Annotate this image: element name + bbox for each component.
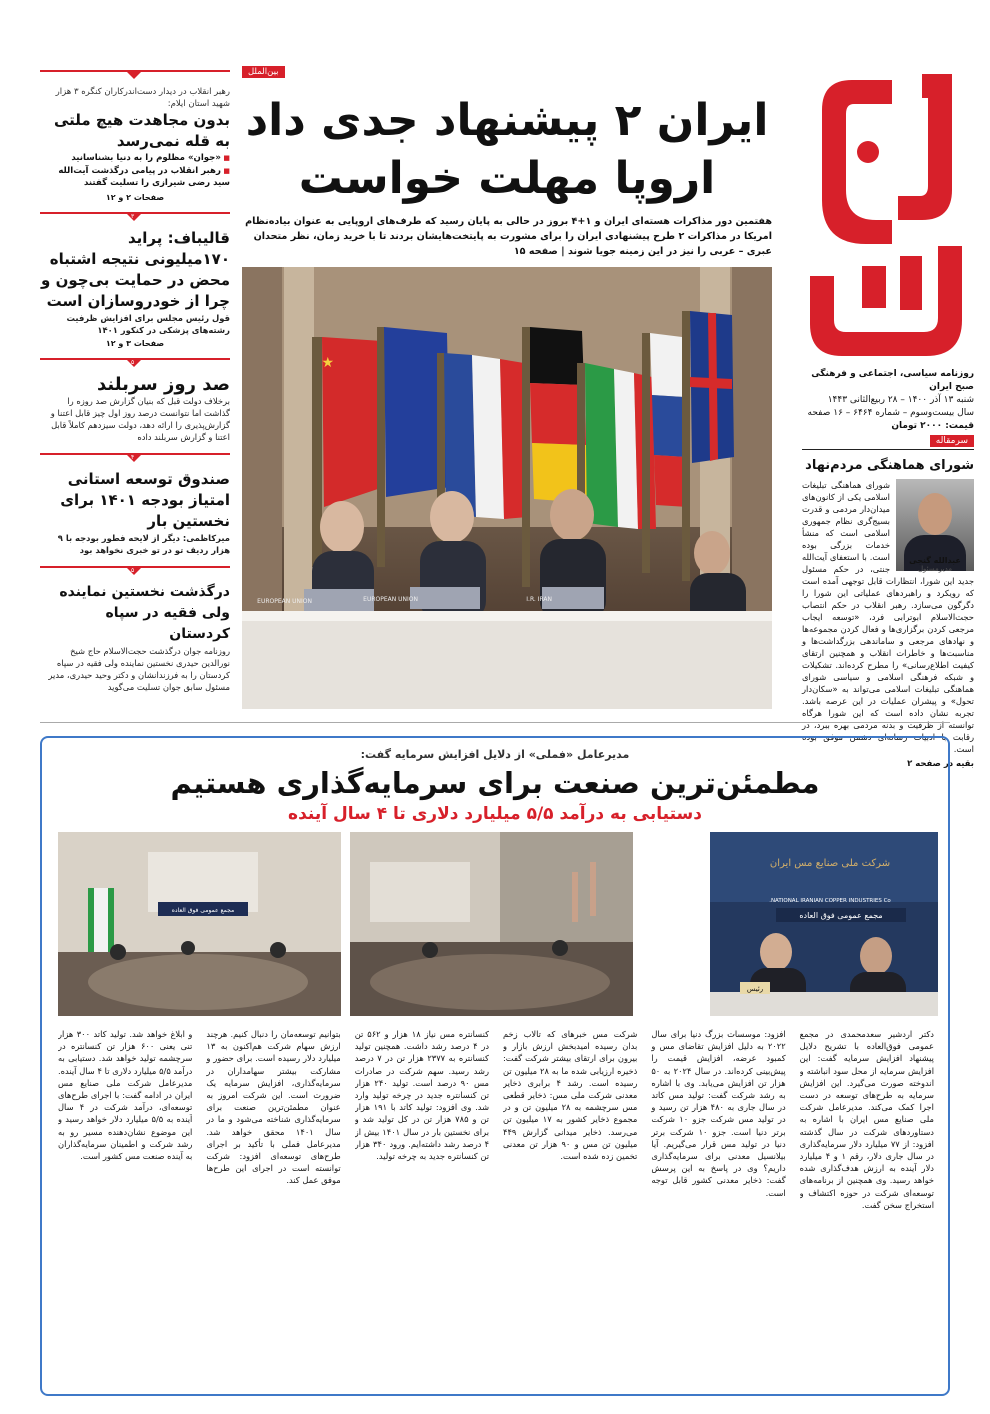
sidebar-item-budget[interactable] <box>40 453 230 556</box>
nameplate-1: EUROPEAN UNION <box>257 598 312 605</box>
sidebar-item-leader[interactable] <box>40 70 230 202</box>
masthead <box>802 70 974 433</box>
sidebar-item-100days[interactable] <box>40 358 230 443</box>
meeting-photo-1[interactable] <box>58 832 341 1016</box>
bottom-kicker: مدیرعامل «فملی» از دلایل افزایش سرمایه گفت: <box>360 748 630 761</box>
bottom-subheadline: دستیابی به درآمد ۵/۵ میلیارد دلاری تا ۴ سال آینده <box>288 804 702 824</box>
article-column: شرکت مس خبرهای که تالاب زخم بدان رسیده امیدبخش ارزش بازار و بیرون برای ارتقای بیشتر شرکت گفت: ذخیره ارزیابی شده ما به ۲۸ میلیون تن رسیده است. رشد ۴ برابری ذخایر معدنی شرکت ملی مس: ذخایر قطعی مس سرچشمه به ۲۸ میلیون تن و در مجموع ذخایر کشور به ۱۷ میلیون تن می‌رسد. ذخایر میدانی گزارش ۴۴۹ میلیون تن مس و ۹۰ هزار تن معدنی تخمین زده شده است. <box>503 1029 638 1162</box>
bottom-headline[interactable]: مطمئن‌ترین صنعت برای سرمایه‌گذاری هستیم <box>170 766 820 800</box>
logo-mark <box>802 70 974 362</box>
editorial-title[interactable]: شورای هماهنگی مردم‌نهاد <box>805 458 974 473</box>
editorial-author-role: مدیرمسئول <box>917 565 953 573</box>
flag-russia <box>642 333 688 573</box>
negotiation-photo[interactable] <box>242 267 772 709</box>
sidebar-page-ref: صفحات ۲ و ۱۲ <box>105 192 165 202</box>
main-headline[interactable] <box>242 92 772 208</box>
svg-text:★: ★ <box>321 355 334 371</box>
sidebar-page-number: ۵ <box>131 566 135 574</box>
nameplates <box>304 587 604 611</box>
article-columns <box>58 1028 934 1388</box>
company-sign: شرکت ملی صنایع مس ایران <box>769 858 891 869</box>
paper-tagline: روزنامه سیاسی، اجتماعی و فرهنگی صبح ایران <box>811 369 974 392</box>
headline-line-2: اروپا مهلت خواست <box>298 153 716 204</box>
meeting-scene-2 <box>350 832 633 1016</box>
editorial-divider <box>802 449 974 450</box>
editorial-column <box>802 428 974 769</box>
sidebar-text: برخلاف دولت قبل که بنیان گزارش صد روزه را گذاشت اما نتوانست درصد روز اول چیز قابل اعتنا و گزارش‌پذیری را ارائه دهد، دولت سیزدهم کاملاً قابل اعتنا و گزارش سربلند داده <box>50 395 230 442</box>
article-column: بتوانیم توسعه‌مان را دنبال کنیم. هرچند ارزش سهام شرکت هم‌اکنون به ۱۳ میلیارد دلار رسیده است. برای حضور و مشارکت بیشتر سهامداران در سرمایه‌گذاری، افزایش سرمایه یک ضرورت است. این شرکت امروز به عنوان مطمئن‌ترین صنعت برای سرمایه‌گذاری شناخته می‌شود و ما در سال ۱۴۰۱ محقق خواهد شد. مدیرعامل فملی با تأکید بر اجرای طرح‌های توسعه‌ای افزود: شرکت توانسته است در اجرای این طرح‌ها موفق عمل کند. <box>206 1029 341 1186</box>
sidebar-item-qalibaf[interactable] <box>40 212 230 348</box>
article-column: و ابلاغ خواهد شد. تولید کاتد ۳۰۰ هزار تنی یعنی ۶۰۰ هزار تن کنسانتره در سرچشمه تولید خواهد شد. دستیابی به درآمد ۵/۵ میلیارد دلاری تا ۴ سال آینده. مدیرعامل شرکت ملی صنایع مس ایران در ادامه گفت: با اجرای طرح‌های توسعه‌ای، درآمد شرکت در ۴ سال آینده به ۵/۵ میلیارد دلار خواهد رسید و این موضوع نشان‌دهنده مسیر رو به رشد شرکت و اطمینان سرمایه‌گذاران به آینده صنعت مس کشور است. <box>58 1029 193 1162</box>
paper-issue: سال بیست‌وسوم – شماره ۶۴۶۴ – ۱۶ صفحه <box>807 408 974 418</box>
sidebar-title: درگذشت نخستین نماینده ولی فقیه در سپاه کردستان <box>59 583 230 642</box>
paper-meta <box>802 368 974 433</box>
table-card: رئیس <box>746 985 764 993</box>
sidebar-item-obituary[interactable] <box>40 566 230 693</box>
article-column: دکتر اردشیر سعدمحمدی در مجمع عمومی فوق‌العاده با تشریح دلایل پیشنهاد افزایش سرمایه گفت: این افزایش سرمایه از محل سود انباشته و اندوخته صورت می‌گیرد. این افزایش سرمایه به طرح‌های توسعه در دست اجرا کمک می‌کند. مدیرعامل شرکت ملی صنایع مس ایران با اشاره به دستاوردهای شرکت در سال گذشته افزود: از ۷۷ میلیارد دلار سرمایه‌گذاری در سال جاری دلار، رقم ۱ و ۴ میلیارد دلار آینده به ارزش هدف‌گذاری شده خواهد رسید. وی همچنین از برنامه‌های توسعه‌ای شرکت در حوزه اکتشاف و استخراج سخن گفت. <box>799 1029 934 1210</box>
paper-date: شنبه ۱۳ آذر ۱۴۰۰ – ۲۸ ربیع‌الثانی ۱۴۴۳ <box>827 395 974 405</box>
sidebar-page-number: ۳ <box>131 212 135 220</box>
assembly-banner: مجمع عمومی فوق العاده <box>799 911 883 920</box>
section-divider <box>40 722 950 723</box>
sidebar-text: قول رئیس مجلس برای افزایش ظرفیت رشته‌های پزشکی در کنکور ۱۴۰۱ <box>66 312 230 335</box>
sidebar-text: میرکاظمی: دیگر از لایحه فطور بودجه با ۹ هزار ردیف تو در تو خبری نخواهد بود <box>57 532 230 555</box>
meeting-photo-2[interactable] <box>350 832 633 1016</box>
editorial-body: شورای هماهنگی تبلیغات اسلامی یکی از کانون‌های میدان‌دار مردمی و قدرت بسیج‌گری نظام جمهوری اسلامی است که منشأ خدمات بزرگی بوده است. با استعفای آیت‌الله جنتی، در حکم مسئول جدید این شورا، انتظارات قابل توجهی آمده است که رویکرد و راهبردهای عملیاتی این شورا را دگرگون می‌سازد. رهبر انقلاب در حکم انتصاب حجت‌الاسلام ابوترابی فرد، «توسعه ایجاب مرجعی کردن برگزاری‌ها و فعال کردن مجموعه‌ها و نهادهای مرجعی و ساماندهی بزرگداشت‌ها و مناسبت‌ها و خاطرات انقلاب و همچنین ارتقای کیفیت اطلاع‌رسانی» را مطرح کرده‌اند. تشکیلات و شبکه فرهنگی اسلامی و سیاسی شورای هماهنگی تبلیغات اسلامی می‌تواند به «سکان‌دار تحول» و پیشران عملیات در این عرصه باشد. تجربه نشان داده است که این شورا هرگاه توانسته از ظرفیت و بدنه مردمی بهره ببرد، در رقابت با ادبیات رسانه‌ای دشمن موفق بوده است. <box>802 480 974 754</box>
top-story <box>242 66 772 709</box>
sidebar-title: قالیباف: پراید ۱۷۰میلیونی نتیجه اشتباه محض در حمایت بی‌چون و چرا از خودروسازان است <box>41 228 230 310</box>
article-column: کنسانتره مس نیاز ۱۸ هزار و ۵۶۲ تن در ۴ درصد رشد داشت. همچنین تولید کنسانتره به ۲۳۷۷ هزار تن در ۷ درصد رشد رسید. سهم شرکت در صادرات مس ۹۰ درصد است. تولید ۲۴۰ هزار تن کنسانتره جدید در چرخه تولید وارد شد. وی افزود: تولید کاتد با ۱۹۱ هزار تن و ۷۸۵ هزار تن در کل تولید شد و برای نخستین بار در سال ۱۴۰۱ بیش از ۴ درصد رشد داشته‌ایم. ورود ۳۴۰ هزار تن کنسانتره جدید به چرخه تولید. <box>354 1029 490 1162</box>
sidebar-text: روزنامه جوان درگذشت حجت‌الاسلام حاج شیخ نورالدین حیدری نخستین نماینده ولی فقیه در سپاه کردستان را به فرزندانشان و دکتر وحید حیدری، مدیر مسئول سابق جوان تسلیت می‌گوید <box>48 645 230 692</box>
editorial-tag: سرمقاله <box>930 435 974 447</box>
meeting-scene-1 <box>58 832 341 1016</box>
paper-price: قیمت: ۲۰۰۰ تومان <box>891 421 974 431</box>
copper-story-box <box>40 736 950 1396</box>
sidebar-title: صندوق توسعه استانی امتیاز بودجه ۱۴۰۱ برای نخستین بار <box>60 469 230 530</box>
company-sign-en: NATIONAL IRANIAN COPPER INDUSTRIES Co. <box>769 898 891 904</box>
meeting-photo-3[interactable] <box>710 832 938 1016</box>
sidebar-title: بدون مجاهدت هیچ ملتی به قله نمی‌رسد <box>53 111 230 150</box>
negotiation-scene <box>242 267 772 709</box>
meeting-scene-3 <box>710 832 938 1016</box>
author-face <box>918 493 952 535</box>
editorial-author-name: عبدالله گنجی <box>909 556 961 565</box>
sidebar-page-number: ۵ <box>131 358 135 366</box>
headline-line-1: ایران ۲ پیشنهاد جدی داد <box>245 95 769 146</box>
nameplate-3: I.R. IRAN <box>526 596 552 603</box>
sidebar-bullet: ■ «جوان» مظلوم را به دنیا بشناسانید <box>40 152 230 165</box>
article-column: افزود: موسسات بزرگ دنیا برای سال ۲۰۲۲ به دلیل افزایش تقاضای مس و کمبود عرضه، افزایش قیمت را پیش‌بینی کرده‌اند. در سال ۲۰۲۴ به ۵۰ هزار تن افزایش می‌یابد. وی با اشاره به رشد شرکت گفت: تولید مس کاتد در سال جاری به ۴۸۰ هزار تن رسید و در تولید مس شرکت جزو ۱۰ شرکت برتر دنیا است. جزو ۱۰ شرکت برتر دنیا در تولید مس قرار می‌گیریم. آیا بیلانسیل معدنی برای سرمایه‌گذاری داریم؟ وی در پاسخ به این پرسش گفت: ذخایر معدنی کشور قابل توجه است. <box>651 1029 786 1198</box>
red-triangle-icon <box>125 70 143 79</box>
sidebar-page-ref: صفحات ۳ و ۱۲ <box>105 338 165 348</box>
editorial-continued[interactable]: بقیه در صفحه ۲ <box>907 759 974 769</box>
left-sidebar <box>40 70 230 703</box>
meeting-banner-text: مجمع عمومی فوق العاده <box>171 907 235 914</box>
section-badge: بین‌الملل <box>242 66 285 78</box>
sidebar-title: صد روز سربلند <box>97 373 230 395</box>
newspaper-logo[interactable] <box>802 70 974 362</box>
sidebar-page-number: ۴ <box>131 453 135 461</box>
headline-lead: هفتمین دور مذاکرات هسته‌ای ایران و ۱+۴ بروز در حالی به پایان رسید که طرف‌های اروپایی به عنوان بیاده‌نظام امریکا در مذاکرات ۲ طرح پیشنهادی ایران را برای مشورت به پایتخت‌هایشان بردند تا با خرید زمان، نظر متحدان عبری – عربی را نیز در این زمینه جویا شوند | صفحه ۱۵ <box>245 216 772 257</box>
nameplate-2: EUROPEAN UNION <box>363 596 418 603</box>
sidebar-kicker: رهبر انقلاب در دیدار دست‌اندرکاران کنگره ۳ هزار شهید استان ایلام: <box>55 87 230 109</box>
sidebar-bullet: ■ رهبر انقلاب در پیامی درگذشت آیت‌الله سید رضی شیرازی را تسلیت گفتند <box>40 165 230 190</box>
